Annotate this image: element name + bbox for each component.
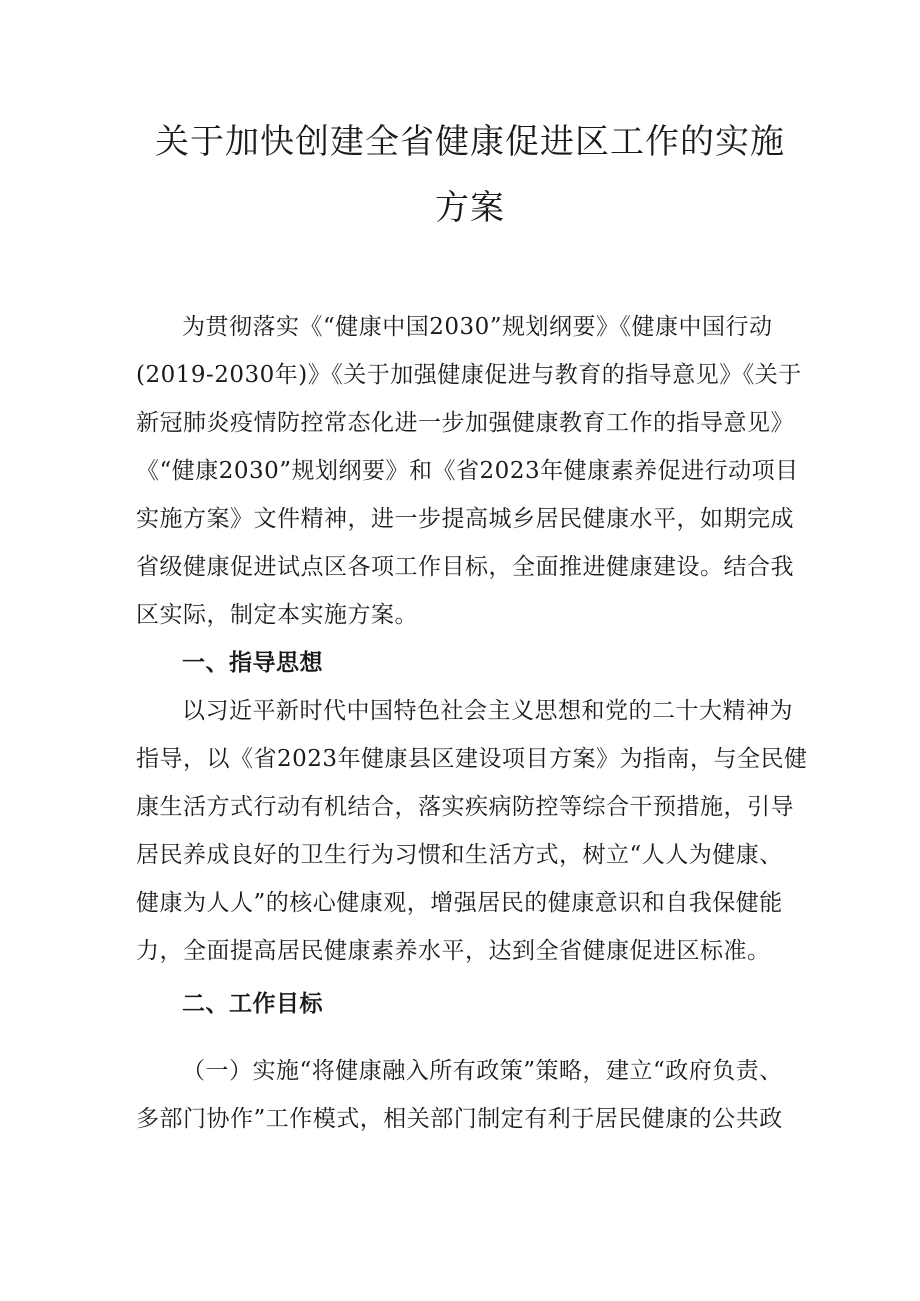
paragraph-line: 区实际，制定本实施方案。	[136, 602, 418, 628]
paragraph-line: （一）实施“将健康融入所有政策”策略，建立“政府负责、	[182, 1058, 783, 1084]
paragraph-line: 多部门协作”工作模式，相关部门制定有利于居民健康的公共政	[136, 1106, 783, 1132]
paragraph-line: 康生活方式行动有机结合，落实疾病防控等综合干预措施，引导	[136, 794, 794, 820]
paragraph-line: 《“健康2030”规划纲要》和《省2023年健康素养促进行动项目	[136, 458, 799, 484]
paragraph-line: 力，全面提高居民健康素养水平，达到全省健康促进区标准。	[136, 938, 771, 964]
paragraph-line: 为贯彻落实《“健康中国2030”规划纲要》《健康中国行动	[182, 314, 773, 340]
section-heading-work-goals: 二、工作目标	[182, 990, 323, 1017]
paragraph-line: 以习近平新时代中国特色社会主义思想和党的二十大精神为	[182, 698, 793, 724]
guiding-ideology-paragraph	[136, 687, 808, 975]
paragraph-line: 健康为人人”的核心健康观，增强居民的健康意识和自我保健能	[136, 890, 783, 916]
document-title-line-1: 关于加快创建全省健康促进区工作的实施	[155, 122, 785, 162]
paragraph-line: (2019-2030年)》《关于加强健康促进与教育的指导意见》《关于	[136, 362, 802, 388]
intro-paragraph	[136, 303, 802, 639]
section-heading-guiding-ideology: 一、指导思想	[182, 649, 323, 676]
paragraph-line: 实施方案》文件精神，进一步提高城乡居民健康水平，如期完成	[136, 506, 794, 532]
document-title-line-2: 方案	[435, 188, 505, 228]
paragraph-line: 指导，以《省2023年健康县区建设项目方案》为指南，与全民健	[136, 746, 808, 772]
paragraph-line: 居民养成良好的卫生行为习惯和生活方式，树立“人人为健康、	[136, 842, 783, 868]
work-goals-paragraph	[136, 1047, 796, 1143]
paragraph-line: 新冠肺炎疫情防控常态化进一步加强健康教育工作的指导意见》	[136, 410, 794, 436]
paragraph-line: 省级健康促进试点区各项工作目标，全面推进健康建设。结合我	[136, 554, 794, 580]
